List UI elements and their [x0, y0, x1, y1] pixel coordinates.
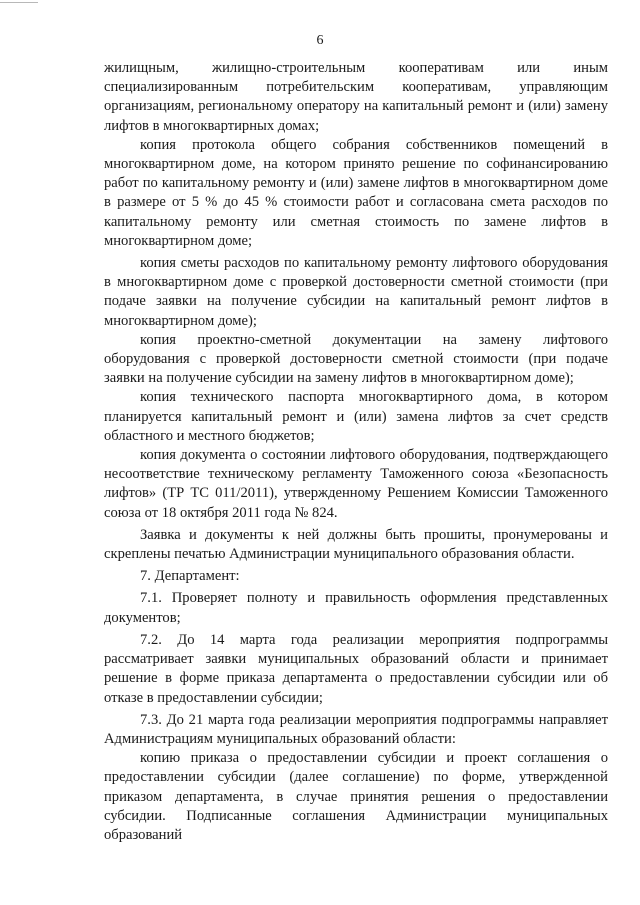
clause-7-1: 7.1. Проверяет полноту и правильность оформления представленных документов; — [104, 590, 608, 626]
paragraph-meeting-protocol-copy: копия протокола общего собрания собственников помещений в многоквартирном доме, на котором принято решение по софинансированию работ по капитальному ремонту и (или) замене лифтов в многоквартирном доме в размере от 5 % до 45 % стоимости работ и согласована смета расходов по капитальному ремонту или сметная стоимость по замене лифтов в многоквартирном доме; — [104, 136, 608, 249]
section-7-heading: 7. Департамент: — [140, 568, 240, 585]
paragraph-equipment-condition-copy: копия документа о состоянии лифтового оборудования, подтверждающего несоответствие техническому регламенту Таможенного союза «Безопасность лифтов» (ТР ТС 011/2011), утвержденному Решением Комиссии Таможенного союза от 18 октября 2011 года № 824. — [104, 447, 608, 521]
paragraph-technical-passport-copy: копия технического паспорта многоквартирного дома, в котором планируется капитальный ремонт и (или) замена лифтов за счет средств областного и местного бюджетов; — [104, 389, 608, 444]
document-body — [104, 59, 608, 845]
paragraph-design-estimate-copy: копия проектно-сметной документации на замену лифтового оборудования с проверкой достоверности сметной стоимости (при подаче заявки на получение субсидии на замену лифтов в многоквартирном доме); — [104, 331, 608, 387]
paragraph-repair-estimate-copy: копия сметы расходов по капитальному ремонту лифтового оборудования в многоквартирном доме с проверкой достоверности сметной стоимости (при подаче заявки на получение субсидии на капитальный ремонт лифтов в многоквартирном доме); — [104, 255, 608, 329]
paragraph-recipients-continued: жилищным, жилищно-строительным кооперативам или иным специализированным потребительским кооперативам, управляющим организациям, региональному оператору на капитальный ремонт и (или) замену лифтов в многоквартирных домах; — [104, 60, 608, 134]
page-number: 6 — [316, 33, 324, 48]
clause-7-2: 7.2. До 14 марта года реализации мероприятия подпрограммы рассматривает заявки муниципальных образований области и принимает решение в форме приказа департамента о предоставлении субсидии или об отказе в предоставлении субсидии; — [104, 631, 608, 706]
paragraph-order-copy: копию приказа о предоставлении субсидии и проект соглашения о предоставлении субсидии (далее соглашение) по форме, утвержденной приказом департамента, в случае принятия решения о предоставлении субсидии. Подписанные соглашения Администрации муниципальных образований — [104, 750, 608, 843]
clause-7-3: 7.3. До 21 марта года реализации мероприятия подпрограммы направляет Администрациям муниципальных образований области: — [104, 711, 608, 747]
scan-corner-mark — [0, 2, 38, 3]
paragraph-binding-requirement: Заявка и документы к ней должны быть прошиты, пронумерованы и скреплены печатью Администрации муниципального образования области. — [104, 526, 608, 563]
